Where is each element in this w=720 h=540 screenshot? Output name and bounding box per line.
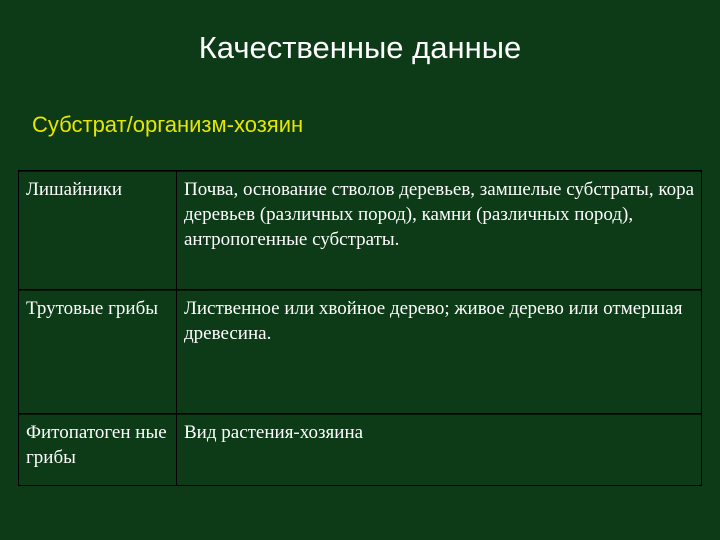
row-name-cell: Трутовые грибы bbox=[19, 290, 177, 414]
table-row bbox=[19, 414, 702, 486]
row-description-cell: Лиственное или хвойное дерево; живое дерево или отмершая древесина. bbox=[177, 290, 702, 414]
slide-subtitle: Субстрат/организм-хозяин bbox=[32, 112, 304, 137]
row-description-cell: Почва, основание стволов деревьев, замшелые субстраты, кора деревьев (различных пород), камни (различных пород), антропогенные субстраты. bbox=[177, 171, 702, 290]
row-name-cell: Лишайники bbox=[19, 171, 177, 290]
table-row bbox=[19, 290, 702, 414]
data-table bbox=[18, 170, 702, 486]
row-description-cell: Вид растения-хозяина bbox=[177, 414, 702, 486]
table-row bbox=[19, 171, 702, 290]
row-name-cell: Фитопатоген ные грибы bbox=[19, 414, 177, 486]
slide-title: Качественные данные bbox=[198, 30, 522, 65]
